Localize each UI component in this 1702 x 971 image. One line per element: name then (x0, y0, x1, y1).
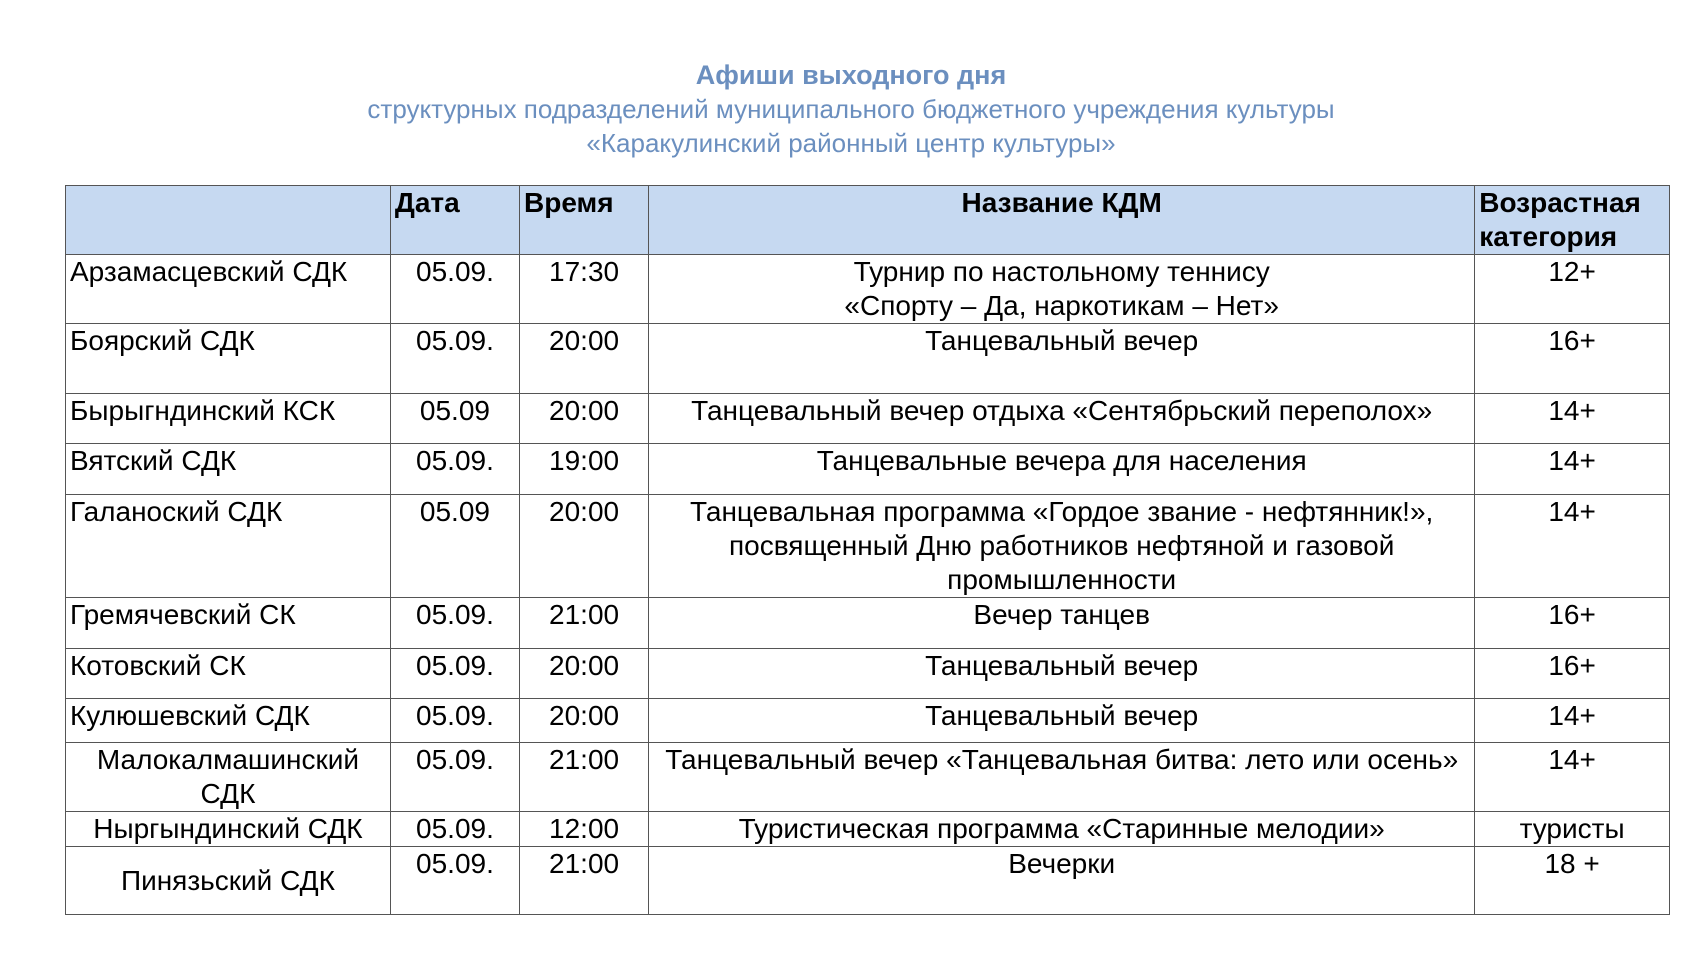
event-cell: Танцевальный вечер (649, 699, 1475, 743)
table-row (66, 598, 1670, 649)
column-header-event: Название КДМ (649, 186, 1475, 255)
time-cell: 17:30 (520, 255, 649, 324)
venue-cell: Малокалмашинский СДК (66, 743, 391, 812)
table-header-row (66, 186, 1670, 255)
date-cell: 05.09. (390, 444, 519, 495)
venue-cell: Бырыгндинский КСК (66, 394, 391, 444)
time-cell: 21:00 (520, 743, 649, 812)
table-row (66, 255, 1670, 324)
venue-cell: Вятский СДК (66, 444, 391, 495)
column-header-date: Дата (390, 186, 519, 255)
schedule-table (65, 185, 1670, 915)
venue-cell: Пинязьский СДК (66, 847, 391, 915)
event-cell: Вечер танцев (649, 598, 1475, 649)
age-cell: 16+ (1475, 324, 1670, 394)
table-row (66, 812, 1670, 847)
date-cell: 05.09. (390, 812, 519, 847)
document-header (0, 58, 1702, 160)
table-row (66, 649, 1670, 699)
event-cell (649, 255, 1475, 324)
date-cell: 05.09. (390, 743, 519, 812)
document-subtitle-line1: структурных подразделений муниципального бюджетного учреждения культуры (367, 94, 1335, 124)
time-cell: 20:00 (520, 649, 649, 699)
event-cell: Танцевальный вечер отдыха «Сентябрьский переполох» (649, 394, 1475, 444)
table-row (66, 394, 1670, 444)
venue-cell: Котовский СК (66, 649, 391, 699)
column-header-venue (66, 186, 391, 255)
column-header-age: Возрастная категория (1475, 186, 1670, 255)
age-cell: 14+ (1475, 444, 1670, 495)
event-cell: Танцевальный вечер (649, 649, 1475, 699)
venue-cell: Гремячевский СК (66, 598, 391, 649)
venue-cell: Арзамасцевский СДК (66, 255, 391, 324)
document-subtitle-line2: «Каракулинский районный центр культуры» (586, 128, 1116, 158)
time-cell: 20:00 (520, 394, 649, 444)
time-cell: 21:00 (520, 847, 649, 915)
table-row (66, 847, 1670, 915)
age-cell: 16+ (1475, 649, 1670, 699)
event-cell: Танцевальный вечер «Танцевальная битва: лето или осень» (649, 743, 1475, 812)
venue-cell: Галаноский СДК (66, 495, 391, 598)
date-cell: 05.09. (390, 598, 519, 649)
event-cell: Вечерки (649, 847, 1475, 915)
venue-cell: Ныргындинский СДК (66, 812, 391, 847)
event-cell: Танцевальная программа «Гордое звание - нефтянник!», посвященный Дню работников нефтяной и газовой промышленности (649, 495, 1475, 598)
time-cell: 12:00 (520, 812, 649, 847)
venue-cell: Боярский СДК (66, 324, 391, 394)
table-row (66, 495, 1670, 598)
table-row (66, 324, 1670, 394)
event-line2: «Спорту – Да, наркотикам – Нет» (844, 290, 1279, 321)
age-cell: 12+ (1475, 255, 1670, 324)
date-cell: 05.09. (390, 699, 519, 743)
age-cell: туристы (1475, 812, 1670, 847)
event-cell: Туристическая программа «Старинные мелодии» (649, 812, 1475, 847)
date-cell: 05.09. (390, 847, 519, 915)
time-cell: 21:00 (520, 598, 649, 649)
date-cell: 05.09. (390, 649, 519, 699)
time-cell: 20:00 (520, 495, 649, 598)
time-cell: 20:00 (520, 699, 649, 743)
age-cell: 14+ (1475, 743, 1670, 812)
event-cell: Танцевальные вечера для населения (649, 444, 1475, 495)
venue-cell: Кулюшевский СДК (66, 699, 391, 743)
table-row (66, 743, 1670, 812)
date-cell: 05.09. (390, 255, 519, 324)
date-cell: 05.09 (390, 495, 519, 598)
date-cell: 05.09 (390, 394, 519, 444)
age-cell: 14+ (1475, 495, 1670, 598)
time-cell: 20:00 (520, 324, 649, 394)
date-cell: 05.09. (390, 324, 519, 394)
table-row (66, 444, 1670, 495)
table-row (66, 699, 1670, 743)
event-line1: Турнир по настольному теннису (853, 256, 1270, 287)
column-header-time: Время (520, 186, 649, 255)
age-cell: 16+ (1475, 598, 1670, 649)
age-cell: 14+ (1475, 699, 1670, 743)
event-cell: Танцевальный вечер (649, 324, 1475, 394)
document-title: Афиши выходного дня (695, 60, 1007, 90)
age-cell: 18 + (1475, 847, 1670, 915)
time-cell: 19:00 (520, 444, 649, 495)
age-cell: 14+ (1475, 394, 1670, 444)
